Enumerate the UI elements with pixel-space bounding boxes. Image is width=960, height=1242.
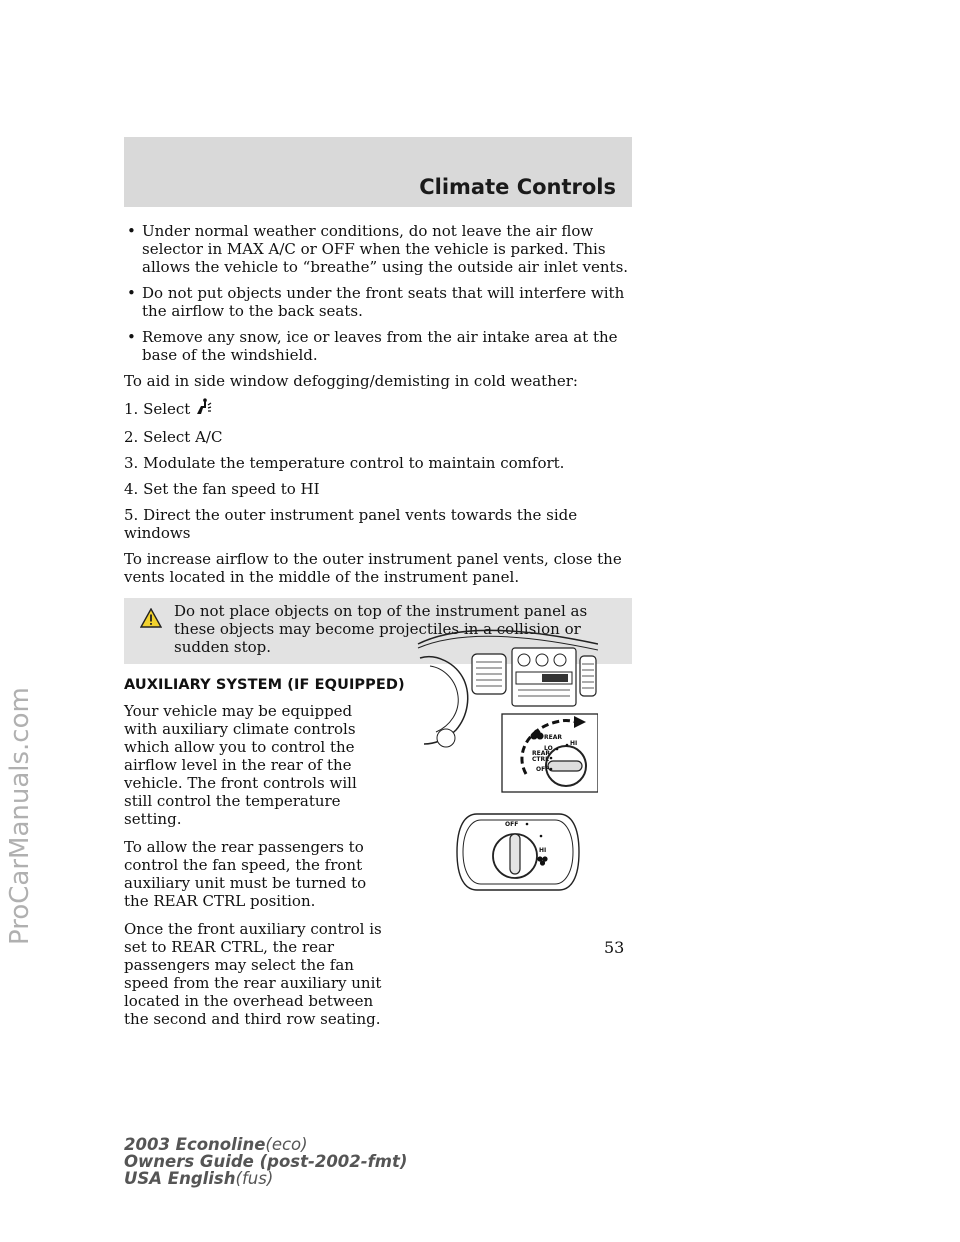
- bullet-dot: •: [127, 284, 136, 302]
- rear-label-hi: HI: [539, 847, 547, 854]
- bullet-text: Do not put objects under the front seats that will interfere with the airflow to the back seats.: [142, 284, 625, 320]
- bullet-item: [124, 222, 632, 276]
- bullet-text: Under normal weather conditions, do not leave the air flow selector in MAX A/C or OFF when the vehicle is parked. This allows the vehicle to “breathe” using the outside air inlet vents.: [142, 222, 629, 276]
- floor-defrost-icon: [194, 398, 212, 420]
- aux-paragraph: Your vehicle may be equipped with auxiliary climate controls which allow you to control the airflow level in the rear of the vehicle. The front controls will still control the temperature setting.: [124, 702, 357, 828]
- footer-line-3: [124, 1170, 407, 1187]
- label-rear-ctrl-2: CTRL: [532, 756, 549, 763]
- label-lo: LO: [544, 745, 553, 752]
- aux-paragraph: Once the front auxiliary control is set to REAR CTRL, the rear passengers may select the fan speed from the rear auxiliary unit located in the overhead between the second and third row seating.: [124, 920, 382, 1028]
- label-off: OFF: [536, 766, 550, 773]
- step-1: [124, 398, 632, 420]
- label-hi: HI: [570, 740, 578, 747]
- step-2: 2. Select A/C: [124, 428, 223, 446]
- aux-description: [124, 702, 386, 1028]
- footer: [124, 1136, 407, 1187]
- rear-label-off: OFF: [505, 821, 519, 828]
- step-5: 5. Direct the outer instrument panel vents towards the side windows: [124, 506, 578, 542]
- bullet-text: Remove any snow, ice or leaves from the air intake area at the base of the windshield.: [142, 328, 618, 364]
- watermark: ProCarManuals.com: [5, 687, 35, 945]
- footer-line-1: [124, 1136, 407, 1153]
- footer-model-code: (eco): [265, 1135, 308, 1154]
- intro-text: To aid in side window defogging/demisting in cold weather:: [124, 372, 578, 390]
- label-rear-ctrl-1: REAR: [532, 750, 550, 757]
- airflow-note: To increase airflow to the outer instrument panel vents, close the vents located in the middle of the instrument panel.: [124, 550, 622, 586]
- step-1-text: 1. Select: [124, 400, 191, 418]
- header-band: [124, 137, 632, 207]
- page-title: Climate Controls: [419, 175, 616, 199]
- front-auxiliary-control-illustration: [416, 618, 598, 794]
- warning-triangle-icon: [140, 608, 162, 632]
- footer-language: USA English: [124, 1169, 236, 1188]
- step-4: 4. Set the fan speed to HI: [124, 480, 320, 498]
- footer-line-2: [124, 1153, 407, 1170]
- bullet-item: [124, 328, 632, 364]
- footer-language-code: (fus): [235, 1169, 274, 1188]
- label-rear: REAR: [544, 734, 562, 741]
- bullet-item: [124, 284, 632, 320]
- warning-text: Do not place objects on top of the instrument panel as these objects may become projectiles in a collision or sudden stop.: [174, 602, 588, 656]
- section-title: AUXILIARY SYSTEM (IF EQUIPPED): [124, 677, 405, 693]
- page-number: 53: [604, 938, 625, 957]
- footer-model: 2003 Econoline: [124, 1135, 266, 1154]
- bullet-dot: •: [127, 222, 136, 240]
- rear-auxiliary-control-illustration: [455, 812, 581, 892]
- aux-paragraph: To allow the rear passengers to control the fan speed, the front auxiliary unit must be turned to the REAR CTRL position.: [124, 838, 367, 910]
- bullet-dot: •: [127, 328, 136, 346]
- footer-guide: Owners Guide (post-2002-fmt): [124, 1152, 408, 1171]
- step-3: 3. Modulate the temperature control to maintain comfort.: [124, 454, 565, 472]
